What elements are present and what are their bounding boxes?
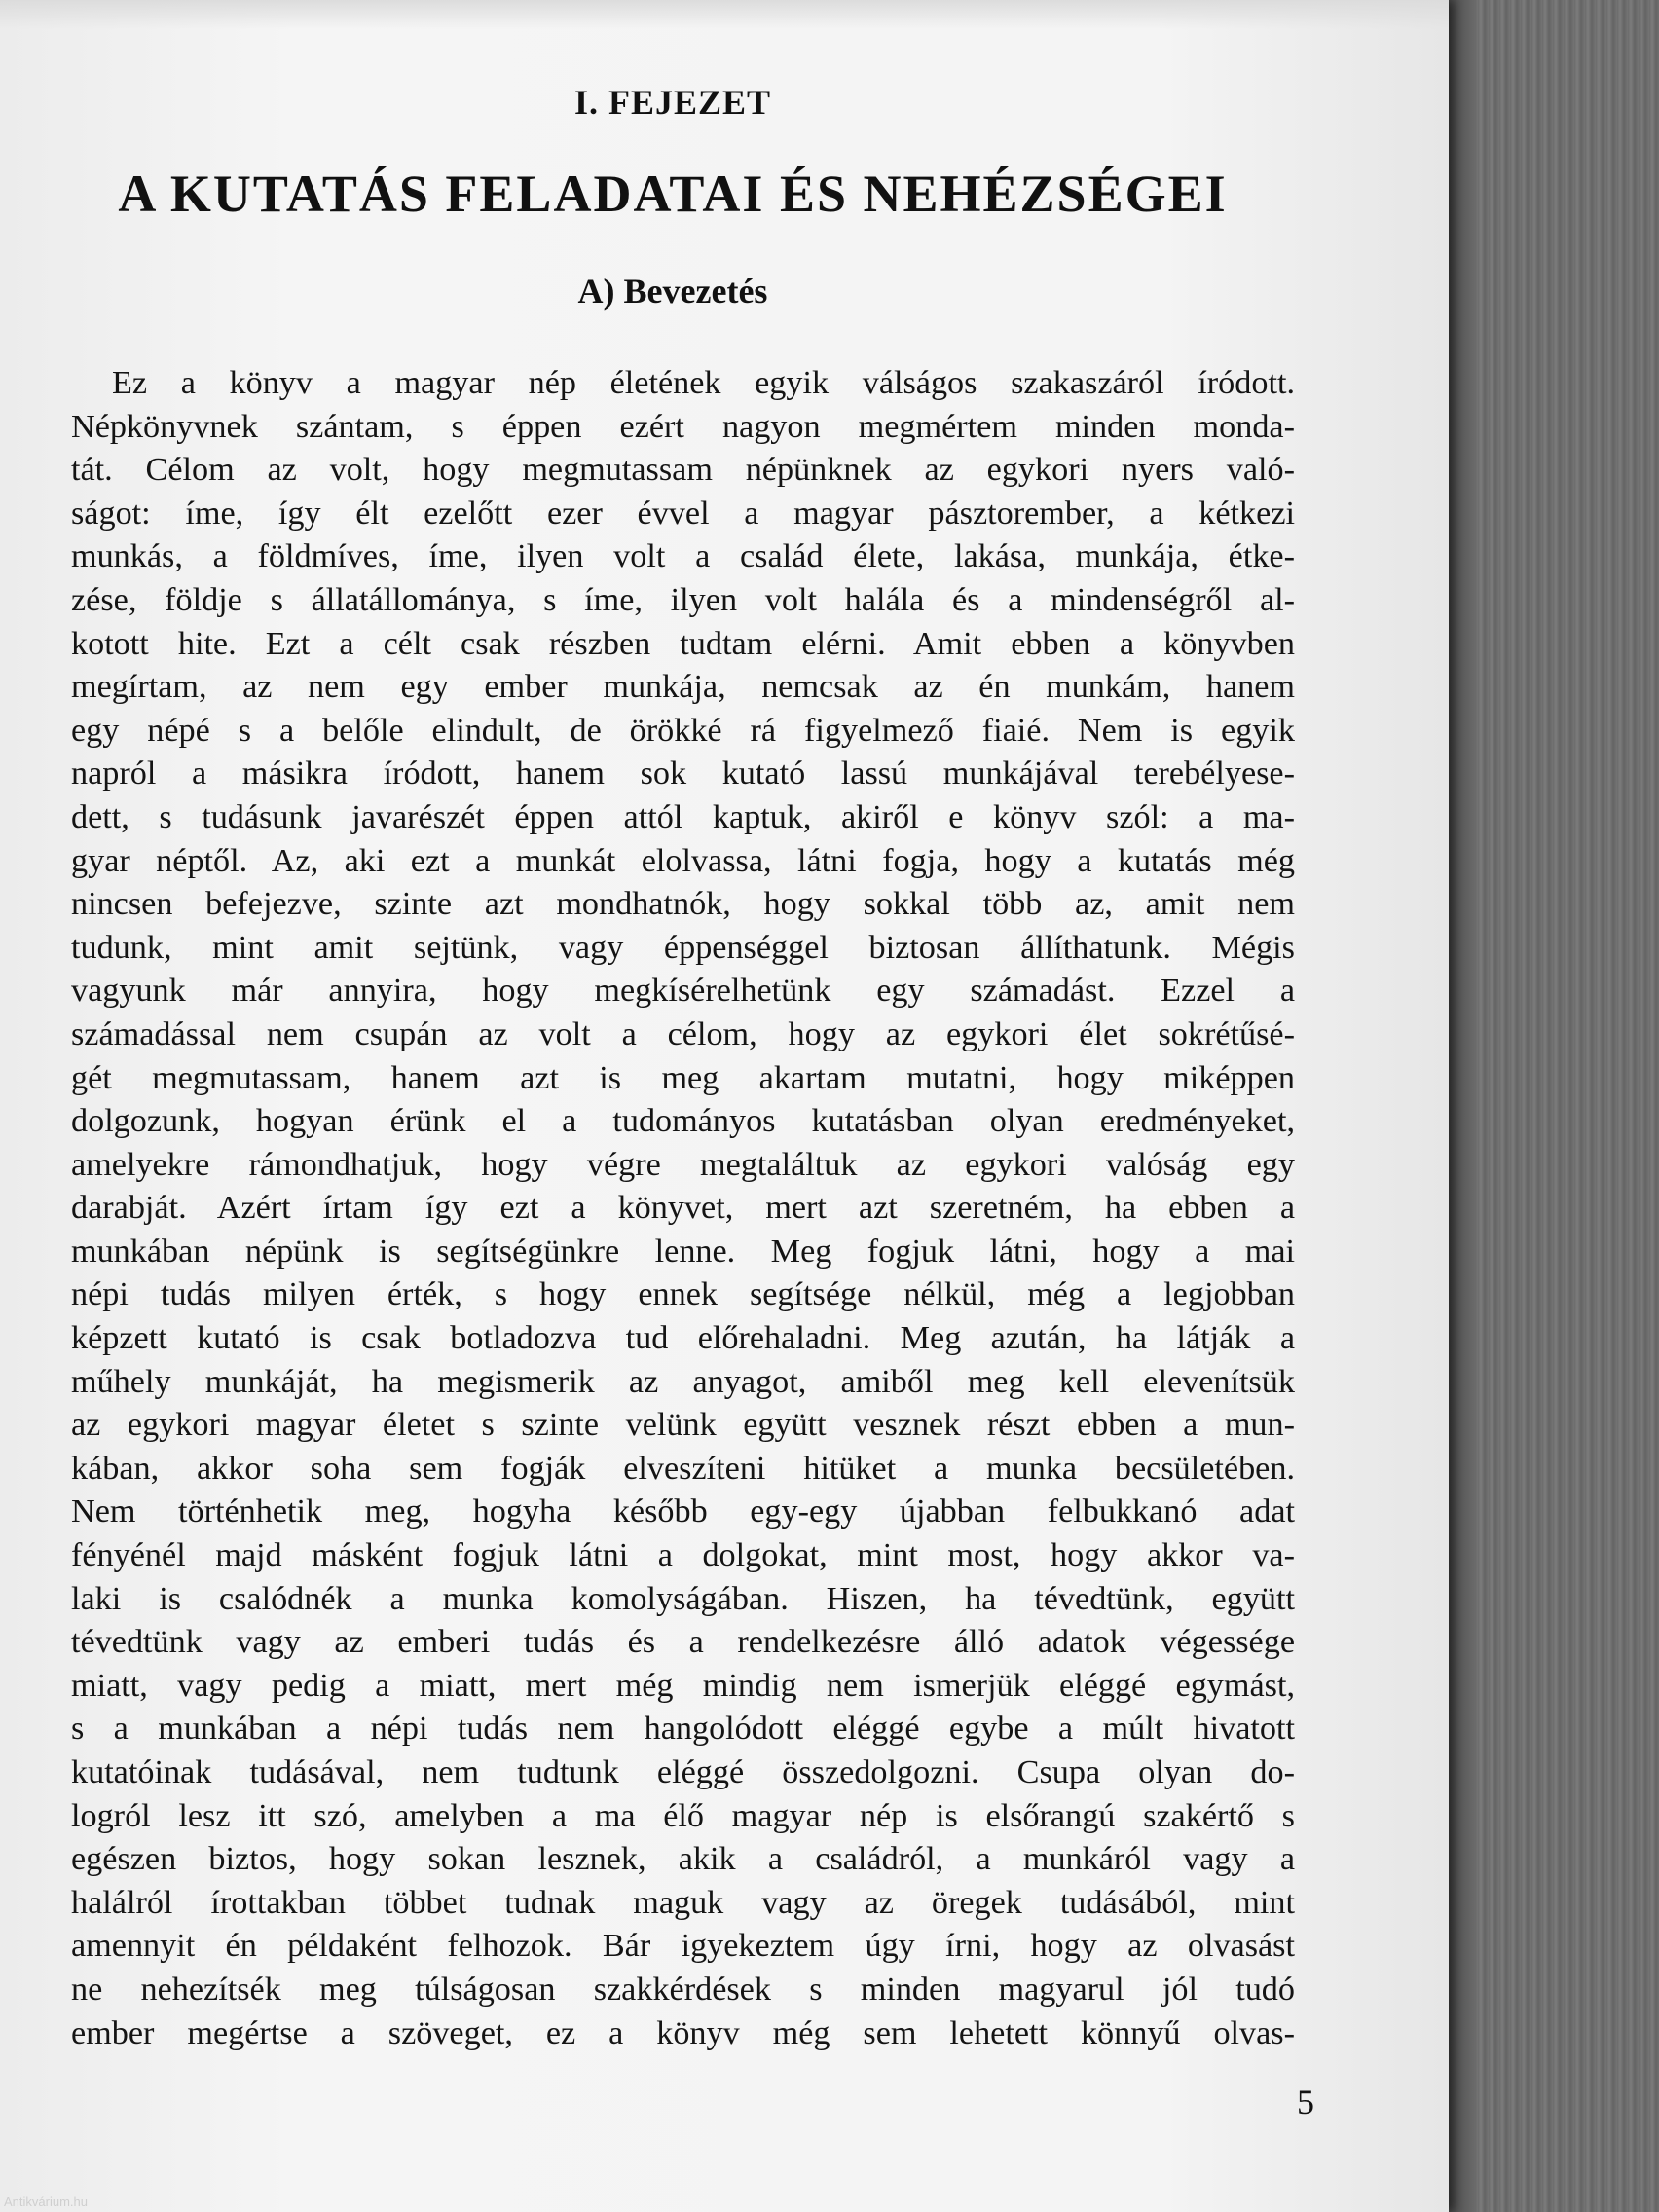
text-line: fényénél majd másként fogjuk látni a dolgokat, mint most, hogy akkor va- xyxy=(71,1537,1295,1574)
text-line: munkában népünk is segítségünkre lenne. Meg fogjuk látni, hogy a mai xyxy=(71,1233,1295,1270)
text-line: vagyunk már annyira, hogy megkísérelhetünk egy számadást. Ezzel a xyxy=(71,973,1295,1010)
chapter-title: A KUTATÁS FELADATAI ÉS NEHÉZSÉGEI xyxy=(118,165,1228,223)
text-line: gyar néptől. Az, aki ezt a munkát elolvassa, látni fogja, hogy a kutatás még xyxy=(71,842,1295,879)
text-line: számadással nem csupán az volt a célom, hogy az egykori élet sokrétűsé- xyxy=(71,1015,1295,1052)
text-line: egészen biztos, hogy sokan lesznek, akik a családról, a munkáról vagy a xyxy=(71,1841,1295,1878)
text-line: gét megmutassam, hanem azt is meg akartam mutatni, hogy miképpen xyxy=(71,1059,1295,1096)
text-line: egy népé s a belőle elindult, de örökké rá figyelmező fiaié. Nem is egyik xyxy=(71,712,1295,749)
body-paragraph xyxy=(71,362,1295,2055)
text-line: tát. Célom az volt, hogy megmutassam népünknek az egykori nyers való- xyxy=(71,452,1295,489)
text-line: kotott hite. Ezt a célt csak részben tudtam elérni. Amit ebben a könyvben xyxy=(71,625,1295,662)
text-line: az egykori magyar életet s szinte velünk együtt vesznek részt ebben a mun- xyxy=(71,1407,1295,1444)
text-line: nincsen befejezve, szinte azt mondhatnók, hogy sokkal több az, amit nem xyxy=(71,886,1295,923)
text-line: dolgozunk, hogyan érünk el a tudományos kutatásban olyan eredményeket, xyxy=(71,1103,1295,1140)
text-line: megírtam, az nem egy ember munkája, nemcsak az én munkám, hanem xyxy=(71,669,1295,706)
text-line: ember megértse a szöveget, ez a könyv még sem lehetett könnyű olvas- xyxy=(71,2014,1295,2051)
text-line: Népkönyvnek szántam, s éppen ezért nagyon megmértem minden monda- xyxy=(71,408,1295,445)
text-line: képzett kutató is csak botladozva tud előrehaladni. Meg azután, ha látják a xyxy=(71,1320,1295,1357)
text-line: logról lesz itt szó, amelyben a ma élő magyar nép is elsőrangú szakértő s xyxy=(71,1797,1295,1834)
text-line: tévedtünk vagy az emberi tudás és a rendelkezésre álló adatok végessége xyxy=(71,1624,1295,1661)
text-line: miatt, vagy pedig a miatt, mert még mindig nem ismerjük eléggé egymást, xyxy=(71,1667,1295,1704)
text-line: népi tudás milyen érték, s hogy ennek segítsége nélkül, még a legjobban xyxy=(71,1276,1295,1313)
text-line: halálról írottakban többet tudnak maguk vagy az öregek tudásából, mint xyxy=(71,1884,1295,1921)
text-line: munkás, a földmíves, íme, ilyen volt a család élete, lakása, munkája, étke- xyxy=(71,538,1295,575)
text-line: amelyekre rámondhatjuk, hogy végre megtaláltuk az egykori valóság egy xyxy=(71,1146,1295,1183)
text-line: zése, földje s állatállománya, s íme, ilyen volt halála és a mindenségről al- xyxy=(71,581,1295,618)
text-line: ságot: íme, így élt ezelőtt ezer évvel a magyar pásztorember, a kétkezi xyxy=(71,495,1295,532)
text-line: kában, akkor soha sem fogják elveszíteni hitüket a munka becsületében. xyxy=(71,1450,1295,1487)
watermark: Antikvárium.hu xyxy=(4,2194,88,2209)
page-number: 5 xyxy=(1297,2083,1314,2121)
text-line: laki is csalódnék a munka komolyságában. Hiszen, ha tévedtünk, együtt xyxy=(71,1580,1295,1617)
text-line: dett, s tudásunk javarészét éppen attól kaptuk, akiről e könyv szól: a ma- xyxy=(71,798,1295,835)
text-line: Ez a könyv a magyar nép életének egyik válságos szakaszáról íródott. xyxy=(112,365,1295,401)
adjacent-pages-edge xyxy=(1446,0,1659,2212)
page-top-shadow xyxy=(0,0,1449,29)
section-heading: A) Bevezetés xyxy=(577,272,768,311)
text-line: darabját. Azért írtam így ezt a könyvet, mert azt szeretném, ha ebben a xyxy=(71,1190,1295,1227)
text-line: kutatóinak tudásával, nem tudtunk eléggé összedolgozni. Csupa olyan do- xyxy=(71,1754,1295,1790)
text-line: ne nehezítsék meg túlságosan szakkérdések s minden magyarul jól tudó xyxy=(71,1971,1295,2008)
page-edge-shadow xyxy=(1446,0,1475,2212)
text-line: Nem történhetik meg, hogyha később egy-egy újabban felbukkanó adat xyxy=(71,1493,1295,1530)
chapter-number: I. FEJEZET xyxy=(573,83,772,122)
text-line: műhely munkáját, ha megismerik az anyagot, amiből meg kell elevenítsük xyxy=(71,1363,1295,1400)
text-line: tudunk, mint amit sejtünk, vagy éppenséggel biztosan állíthatunk. Mégis xyxy=(71,929,1295,966)
text-line: napról a másikra íródott, hanem sok kutató lassú munkájával terebélyese- xyxy=(71,756,1295,793)
text-line: amennyit én példaként felhozok. Bár igyekeztem úgy írni, hogy az olvasást xyxy=(71,1928,1295,1965)
text-line: s a munkában a népi tudás nem hangolódott eléggé egybe a múlt hivatott xyxy=(71,1711,1295,1748)
